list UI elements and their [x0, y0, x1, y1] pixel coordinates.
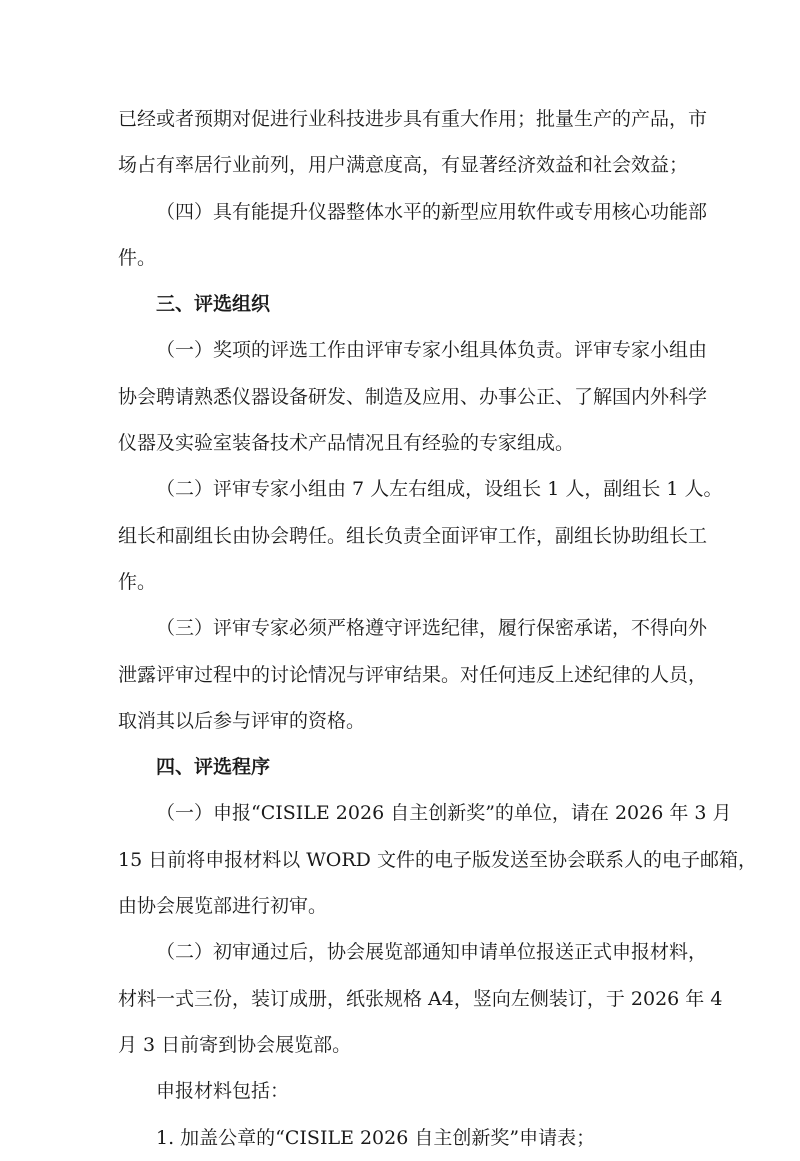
- materials-item-1: 1. 加盖公章的“CISILE 2026 自主创新奖”申请表；: [156, 1126, 596, 1149]
- paragraph-4-1: （一）申报“CISILE 2026 自主创新奖”的单位，请在 2026 年 3 月: [156, 802, 732, 825]
- body-text-line: 由协会展览部进行初审。: [118, 895, 328, 918]
- paragraph-3-2: （二）评审专家小组由 7 人左右组成，设组长 1 人，副组长 1 人。: [156, 478, 723, 501]
- body-text-line: 月 3 日前寄到协会展览部。: [118, 1033, 352, 1056]
- body-text-line: 取消其以后参与评审的资格。: [118, 709, 366, 732]
- paragraph-3-3: （三）评审专家必须严格遵守评选纪律，履行保密承诺，不得向外: [156, 617, 708, 640]
- body-text-line: 作。: [118, 570, 157, 593]
- body-text-line: 组长和副组长由协会聘任。组长负责全面评审工作，副组长协助组长工: [118, 524, 708, 547]
- body-text-line: 仪器及实验室装备技术产品情况且有经验的专家组成。: [118, 432, 575, 455]
- body-text-line: 已经或者预期对促进行业科技进步具有重大作用；批量生产的产品，市: [118, 108, 708, 130]
- paragraph-3-1: （一）奖项的评选工作由评审专家小组具体负责。评审专家小组由: [156, 339, 708, 362]
- body-text-line: 15 日前将申报材料以 WORD 文件的电子版发送至协会联系人的电子邮箱，: [118, 848, 757, 871]
- paragraph-4-2: （二）初审通过后，协会展览部通知申请单位报送正式申报材料，: [156, 941, 708, 964]
- materials-intro: 申报材料包括：: [156, 1080, 290, 1103]
- body-text-line: 件。: [118, 246, 157, 269]
- body-text-line: 泄露评审过程中的讨论情况与评审结果。对任何违反上述纪律的人员，: [118, 663, 708, 686]
- section-heading-4: 四、评选程序: [156, 756, 271, 779]
- body-text-line: 场占有率居行业前列，用户满意度高，有显著经济效益和社会效益；: [118, 154, 689, 177]
- paragraph-four: （四）具有能提升仪器整体水平的新型应用软件或专用核心功能部: [156, 200, 708, 223]
- body-text-line: 材料一式三份，装订成册，纸张规格 A4，竖向左侧装订，于 2026 年 4: [118, 987, 723, 1010]
- section-heading-3: 三、评选组织: [156, 293, 271, 316]
- document-body: [118, 96, 757, 1161]
- body-text-line: 协会聘请熟悉仪器设备研发、制造及应用、办事公正、了解国内外科学: [118, 385, 708, 408]
